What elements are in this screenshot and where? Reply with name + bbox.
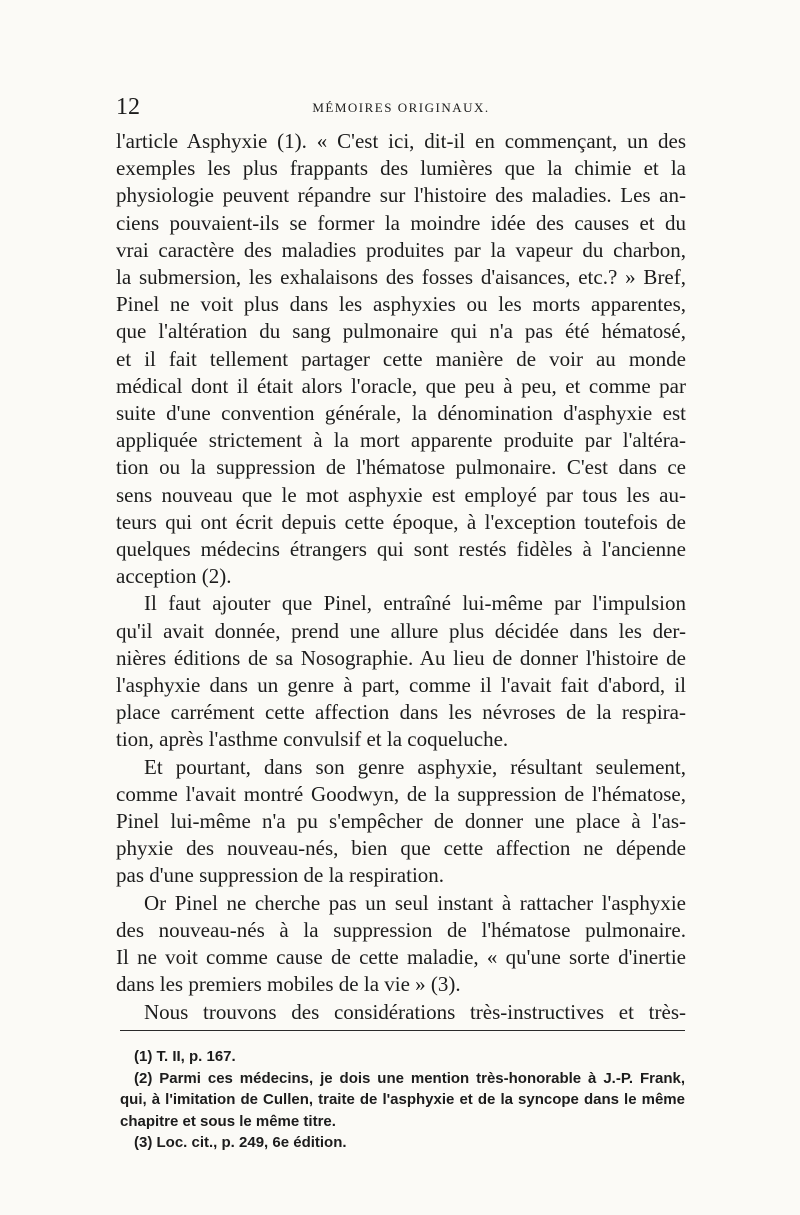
text-line: l'asphyxie dans un genre à part, comme il l'avait fait d'abord, il — [116, 673, 686, 698]
text-line: teurs qui ont écrit depuis cette époque, à l'exception toutefois de — [116, 509, 686, 534]
text-line: ciens pouvaient-ils se former la moindre idée des causes et du — [116, 210, 686, 235]
footnote-line: (1) T. II, p. 167. — [134, 1048, 236, 1065]
text-line: place carrément cette affection dans les névroses de la respira- — [116, 700, 686, 725]
text-line: qu'il avait donnée, prend une allure plus décidée dans les der- — [116, 618, 686, 643]
text-line: physiologie peuvent répandre sur l'histoire des maladies. Les an- — [116, 183, 686, 208]
text-line: Pinel ne voit plus dans les asphyxies ou les morts apparentes, — [116, 292, 686, 317]
footnote-line: (3) Loc. cit., p. 249, 6e édition. — [134, 1134, 347, 1151]
main-text — [116, 128, 686, 1026]
text-line: médical dont il était alors l'oracle, que peu à peu, et comme par — [116, 373, 686, 398]
text-line: exemples les plus frappants des lumières que la chimie et la — [116, 156, 686, 181]
text-line: des nouveau-nés à la suppression de l'hématose pulmonaire. — [116, 917, 686, 942]
text-line: quelques médecins étrangers qui sont restés fidèles à l'ancienne — [116, 537, 686, 562]
text-line: que l'altération du sang pulmonaire qui n'a pas été hématosé, — [116, 319, 686, 344]
text-line: acception (2). — [116, 564, 232, 589]
text-line: Nous trouvons des considérations très-instructives et très- — [144, 999, 686, 1024]
text-line: nières éditions de sa Nosographie. Au lieu de donner l'histoire de — [116, 645, 686, 670]
text-line: vrai caractère des maladies produites par la vapeur du charbon, — [116, 237, 686, 262]
footnote-line: chapitre et sous le même titre. — [120, 1112, 336, 1130]
text-line: sens nouveau que le mot asphyxie est employé par tous les au- — [116, 482, 686, 507]
text-line: pas d'une suppression de la respiration. — [116, 863, 445, 888]
footnote-line: (2) Parmi ces médecins, je dois une mention très-honorable à J.-P. Frank, — [134, 1069, 685, 1087]
text-line: et il fait tellement partager cette manière de voir au monde — [116, 346, 686, 371]
text-line: phyxie des nouveau-nés, bien que cette affection ne dépende — [116, 836, 686, 861]
text-line: suite d'une convention générale, la dénomination d'asphyxie est — [116, 401, 686, 426]
text-line: Il ne voit comme cause de cette maladie, « qu'une sorte d'inertie — [116, 945, 686, 970]
text-line: l'article Asphyxie (1). « C'est ici, dit-il en commençant, un des — [116, 129, 686, 153]
text-line: appliquée strictement à la mort apparente produite par l'altéra- — [116, 428, 686, 453]
text-line: la submersion, les exhalaisons des fosses d'aisances, etc.? » Bref, — [116, 265, 686, 290]
footnote-divider — [120, 1030, 685, 1031]
text-line: tion ou la suppression de l'hématose pulmonaire. C'est dans ce — [116, 455, 686, 480]
page-header — [116, 94, 686, 120]
text-line: Il faut ajouter que Pinel, entraîné lui-même par l'impulsion — [144, 591, 686, 616]
footnotes — [120, 1046, 685, 1154]
footnote-line: qui, à l'imitation de Cullen, traite de l'asphyxie et de la syncope dans le même — [120, 1091, 685, 1108]
text-line: Pinel lui-même n'a pu s'empêcher de donner une place à l'as- — [116, 809, 686, 834]
running-title: MÉMOIRES ORIGINAUX. — [312, 100, 490, 115]
page-number: 12 — [116, 94, 140, 120]
text-line: comme l'avait montré Goodwyn, de la suppression de l'hématose, — [116, 781, 686, 806]
text-line: Or Pinel ne cherche pas un seul instant à rattacher l'asphyxie — [144, 890, 686, 915]
text-line: Et pourtant, dans son genre asphyxie, résultant seulement, — [144, 754, 686, 779]
text-line: dans les premiers mobiles de la vie » (3). — [116, 972, 461, 997]
text-line: tion, après l'asthme convulsif et la coqueluche. — [116, 727, 509, 752]
